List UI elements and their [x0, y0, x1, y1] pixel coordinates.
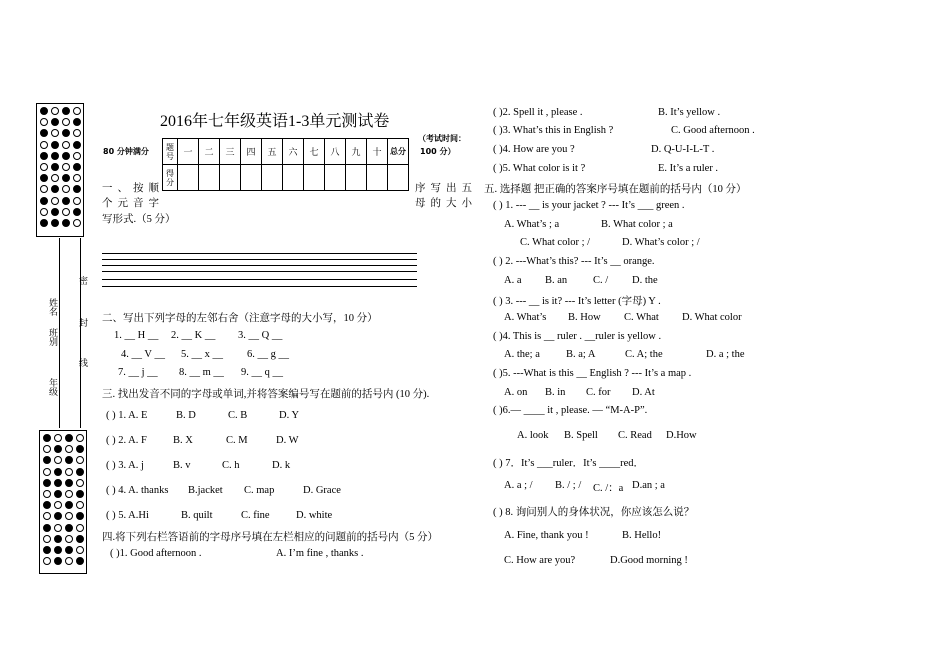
- score-col-2: 二: [199, 139, 220, 165]
- score-cell[interactable]: [241, 165, 262, 191]
- s2-item-9: 9. __ q __: [241, 367, 283, 378]
- s4-a5: E. It’s a ruler .: [658, 163, 719, 174]
- seal-dot: [62, 174, 70, 182]
- score-header-label: 题号: [163, 139, 178, 165]
- s5-q5: ( )5. ---What is this __ English ? --- It’s a map .: [493, 368, 692, 379]
- seal-dot: [76, 456, 84, 464]
- s3-q4-c: C. map: [244, 485, 275, 496]
- s4-a1: A. I’m fine , thanks .: [276, 548, 364, 559]
- s2-item-3: 3. __ Q __: [238, 330, 283, 341]
- seal-strip-bottom: [39, 430, 87, 574]
- seal-dot: [76, 445, 84, 453]
- s5-q8-c: C. How are you?: [504, 555, 576, 566]
- writing-line[interactable]: [102, 279, 417, 280]
- seal-dot: [65, 501, 73, 509]
- s3-q5-a: ( ) 5. A.Hi: [106, 510, 149, 521]
- score-table-value-row: [163, 165, 409, 191]
- s4-q2: ( )2. Spell it , please .: [493, 107, 583, 118]
- s5-q8-b: B. Hello!: [622, 530, 662, 541]
- section1-text-right-2: 母的大小: [415, 198, 477, 209]
- section1-text-left-1: 一、按顺: [102, 183, 164, 194]
- seal-dot: [51, 208, 59, 216]
- s5-q7-b: B. / ; /: [555, 480, 582, 491]
- s5-q8: ( ) 8. 询问别人的身体状况，你应该怎么说？: [493, 507, 695, 518]
- s5-q4-a: A. the; a: [504, 349, 540, 360]
- seal-dot: [51, 141, 59, 149]
- s5-q6-c: C. Read: [618, 430, 652, 441]
- seal-dot: [43, 456, 51, 464]
- score-cell[interactable]: [199, 165, 220, 191]
- writing-line[interactable]: [102, 253, 417, 254]
- seal-dot: [76, 501, 84, 509]
- score-cell[interactable]: [388, 165, 409, 191]
- seal-dot: [51, 185, 59, 193]
- writing-line[interactable]: [102, 286, 417, 287]
- seal-dot: [73, 219, 81, 227]
- s4-a2: B. It’s yellow .: [658, 107, 721, 118]
- s5-q1: ( ) 1. --- __ is your jacket ? --- It’s ___ green .: [493, 200, 685, 211]
- seal-dot: [65, 445, 73, 453]
- score-col-6: 六: [283, 139, 304, 165]
- seal-dot: [65, 546, 73, 554]
- binding-line-2: [80, 238, 81, 428]
- seal-dot: [43, 557, 51, 565]
- s3-q1-a: ( ) 1. A. E: [106, 410, 148, 421]
- s2-item-4: 4. __ V __: [121, 349, 165, 360]
- s4-q3: ( )3. What’s this in English ?: [493, 125, 614, 136]
- s5-q5-b: B. in: [545, 387, 566, 398]
- s5-q7: ( ) 7．It’s ___ruler．It’s ____red．: [493, 458, 645, 469]
- seal-dot: [62, 118, 70, 126]
- s4-a4: D. Q-U-I-L-T .: [651, 144, 715, 155]
- s3-q5-b: B. quilt: [181, 510, 213, 521]
- seal-dot: [62, 152, 70, 160]
- seal-dot: [40, 107, 48, 115]
- seal-dot: [76, 535, 84, 543]
- seal-dot: [65, 479, 73, 487]
- seal-dot: [76, 434, 84, 442]
- seal-dot: [40, 141, 48, 149]
- score-cell[interactable]: [367, 165, 388, 191]
- s3-q5-c: C. fine: [241, 510, 270, 521]
- writing-line[interactable]: [102, 259, 417, 260]
- binding-mi-label: 密: [77, 276, 87, 285]
- s5-q3: ( ) 3. --- __ is it? --- It’s letter (字母) Y .: [493, 296, 661, 307]
- s3-q2-d: D. W: [276, 435, 299, 446]
- s4-a3: C. Good afternoon .: [671, 125, 755, 136]
- seal-dot: [43, 512, 51, 520]
- seal-dot: [62, 107, 70, 115]
- seal-dot: [54, 535, 62, 543]
- seal-dot: [51, 197, 59, 205]
- seal-dot: [40, 152, 48, 160]
- seal-dot: [65, 524, 73, 532]
- seal-dot: [54, 557, 62, 565]
- score-cell[interactable]: [283, 165, 304, 191]
- s2-item-5: 5. __ x __: [181, 349, 223, 360]
- seal-dot: [54, 445, 62, 453]
- seal-dot: [73, 107, 81, 115]
- binding-grade-label: 年级: [47, 378, 57, 396]
- binding-xian-label: 线: [77, 358, 87, 367]
- seal-dot: [54, 434, 62, 442]
- score-cell[interactable]: [220, 165, 241, 191]
- score-row-label: 得分: [163, 165, 178, 191]
- seal-dot: [76, 557, 84, 565]
- s3-q3-a: ( ) 3. A. j: [106, 460, 144, 471]
- seal-dot: [76, 479, 84, 487]
- seal-dot: [65, 434, 73, 442]
- s5-q5-a: A. on: [504, 387, 528, 398]
- s5-q2: ( ) 2. ---What’s this? --- It’s __ orange.: [493, 256, 655, 267]
- s5-q4-b: B. a; A: [566, 349, 596, 360]
- s2-item-1: 1. __ H __: [114, 330, 159, 341]
- seal-dot: [54, 490, 62, 498]
- score-col-1: 一: [178, 139, 199, 165]
- seal-dot: [43, 546, 51, 554]
- s3-q4-d: D. Grace: [303, 485, 341, 496]
- seal-dot: [62, 197, 70, 205]
- s5-q6-b: B. Spell: [564, 430, 598, 441]
- binding-feng-label: 封: [77, 318, 87, 327]
- s5-q8-a: A. Fine, thank you !: [504, 530, 589, 541]
- score-col-8: 八: [325, 139, 346, 165]
- score-col-total: 总分: [388, 139, 409, 165]
- s3-q2-b: B. X: [173, 435, 193, 446]
- seal-dot: [73, 174, 81, 182]
- s5-q3-d: D. What color: [682, 312, 742, 323]
- seal-dot: [54, 524, 62, 532]
- s2-item-6: 6. __ g __: [247, 349, 289, 360]
- seal-dot: [73, 129, 81, 137]
- seal-dot: [65, 468, 73, 476]
- score-col-4: 四: [241, 139, 262, 165]
- seal-dot: [43, 524, 51, 532]
- exam-duration: 80 分钟满分: [103, 147, 149, 156]
- seal-dot: [73, 185, 81, 193]
- score-cell[interactable]: [262, 165, 283, 191]
- s2-item-7: 7. __ j __: [118, 367, 158, 378]
- s3-q2-c: C. M: [226, 435, 248, 446]
- exam-time-label: （考试时间：: [418, 134, 466, 143]
- writing-line[interactable]: [102, 271, 417, 272]
- s3-q4-b: B.jacket: [188, 485, 223, 496]
- section2-heading: 二、写出下列字母的左邻右舍（注意字母的大小写，10 分）: [102, 313, 378, 324]
- seal-dot: [40, 129, 48, 137]
- score-col-7: 七: [304, 139, 325, 165]
- seal-dot: [76, 524, 84, 532]
- seal-dot: [73, 118, 81, 126]
- score-col-5: 五: [262, 139, 283, 165]
- s3-q3-b: B. v: [173, 460, 191, 471]
- s5-q2-c: C. /: [593, 275, 609, 286]
- score-cell[interactable]: [178, 165, 199, 191]
- s5-q6-d: D.How: [666, 430, 697, 441]
- s5-q7-a: A. a ; /: [504, 480, 533, 491]
- s3-q4-a: ( ) 4. A. thanks: [106, 485, 169, 496]
- page-title: 2016年七年级英语1-3单元测试卷: [160, 113, 390, 130]
- section5-heading: 五. 选择题 把正确的答案序号填在题前的括号内（10 分）: [484, 184, 747, 195]
- seal-dot: [51, 107, 59, 115]
- score-cell[interactable]: [325, 165, 346, 191]
- s2-item-8: 8. __ m __: [179, 367, 224, 378]
- seal-dot: [43, 445, 51, 453]
- seal-dot: [40, 219, 48, 227]
- seal-dot: [51, 118, 59, 126]
- s5-q8-d: D.Good morning !: [610, 555, 688, 566]
- section3-heading: 三. 找出发音不同的字母或单词,并将答案编号写在题前的括号内 (10 分).: [102, 389, 430, 400]
- seal-dot: [54, 468, 62, 476]
- seal-dot: [54, 512, 62, 520]
- s5-q7-d: D.an ; a: [632, 480, 665, 491]
- seal-dot: [51, 219, 59, 227]
- seal-dot: [40, 197, 48, 205]
- s5-q3-c: C. What: [624, 312, 659, 323]
- seal-dot: [43, 501, 51, 509]
- score-col-9: 九: [346, 139, 367, 165]
- section1-text-right-1: 序写出五: [415, 183, 477, 194]
- seal-dot: [73, 141, 81, 149]
- seal-dot: [54, 501, 62, 509]
- seal-dot: [40, 208, 48, 216]
- s5-q6-a: A. look: [517, 430, 549, 441]
- s5-q2-d: D. the: [632, 275, 658, 286]
- s5-q5-c: C. for: [586, 387, 611, 398]
- s5-q6: ( )6.— ____ it , please. — “M-A-P”.: [493, 405, 648, 416]
- seal-dot: [65, 512, 73, 520]
- s4-q5: ( )5. What color is it ?: [493, 163, 586, 174]
- s5-q1-c: C. What color ; /: [520, 237, 591, 248]
- seal-dot: [65, 490, 73, 498]
- s5-q4-c: C. A; the: [625, 349, 663, 360]
- s5-q5-d: D. At: [632, 387, 655, 398]
- section1-text-left-2: 个元音字: [102, 198, 164, 209]
- s3-q1-c: C. B: [228, 410, 248, 421]
- seal-dot: [62, 129, 70, 137]
- seal-dot: [40, 174, 48, 182]
- score-cell[interactable]: [304, 165, 325, 191]
- seal-dot: [54, 456, 62, 464]
- seal-strip-top: [36, 103, 84, 237]
- seal-dot: [51, 174, 59, 182]
- seal-dot: [51, 163, 59, 171]
- score-cell[interactable]: [346, 165, 367, 191]
- s5-q3-b: B. How: [568, 312, 601, 323]
- s3-q1-b: B. D: [176, 410, 196, 421]
- binding-class-label: 班别: [47, 328, 57, 346]
- seal-dot: [43, 490, 51, 498]
- seal-dot: [62, 141, 70, 149]
- s5-q1-a: A. What’s ; a: [504, 219, 560, 230]
- s5-q3-a: A. What’s: [504, 312, 547, 323]
- section4-heading: 四.将下列右栏答语前的字母序号填在左栏相应的问题前的括号内（5 分）: [102, 532, 438, 543]
- score-col-3: 三: [220, 139, 241, 165]
- seal-dot: [73, 152, 81, 160]
- score-table-header-row: [163, 139, 409, 165]
- s4-q1: ( )1. Good afternoon .: [110, 548, 202, 559]
- s2-item-2: 2. __ K __: [171, 330, 216, 341]
- writing-line[interactable]: [102, 265, 417, 266]
- s5-q4: ( )4. This is __ ruler . __ruler is yellow .: [493, 331, 662, 342]
- seal-dot: [40, 163, 48, 171]
- seal-dot: [76, 490, 84, 498]
- s3-q5-d: D. white: [296, 510, 333, 521]
- seal-dot: [73, 208, 81, 216]
- seal-dot: [73, 197, 81, 205]
- exam-score-label: 100 分）: [420, 147, 456, 156]
- binding-line-1: [59, 238, 60, 428]
- seal-dot: [65, 557, 73, 565]
- s5-q7-c: C. /：a: [593, 483, 624, 494]
- seal-dot: [43, 468, 51, 476]
- seal-dot: [73, 163, 81, 171]
- seal-dot: [62, 163, 70, 171]
- section1-text-3: 写形式.（5 分）: [102, 214, 176, 225]
- seal-dot: [76, 468, 84, 476]
- score-table: [162, 138, 409, 191]
- s5-q1-d: D. What’s color ; /: [622, 237, 700, 248]
- seal-dot: [54, 479, 62, 487]
- seal-dot: [76, 512, 84, 520]
- s5-q2-b: B. an: [545, 275, 568, 286]
- seal-dot: [40, 185, 48, 193]
- s3-q1-d: D. Y: [279, 410, 300, 421]
- s4-q4: ( )4. How are you ?: [493, 144, 575, 155]
- seal-dot: [54, 546, 62, 554]
- s5-q1-b: B. What color ; a: [601, 219, 673, 230]
- seal-dot: [62, 185, 70, 193]
- seal-dot: [43, 479, 51, 487]
- score-col-10: 十: [367, 139, 388, 165]
- seal-dot: [76, 546, 84, 554]
- seal-dot: [43, 434, 51, 442]
- seal-dot: [40, 118, 48, 126]
- s3-q2-a: ( ) 2. A. F: [106, 435, 147, 446]
- seal-dot: [43, 535, 51, 543]
- seal-dot: [62, 219, 70, 227]
- seal-dot: [62, 208, 70, 216]
- seal-dot: [65, 535, 73, 543]
- s5-q2-a: A. a: [504, 275, 522, 286]
- s3-q3-d: D. k: [272, 460, 291, 471]
- seal-dot: [51, 129, 59, 137]
- s3-q3-c: C. h: [222, 460, 240, 471]
- s5-q4-d: D. a ; the: [706, 349, 745, 360]
- seal-dot: [65, 456, 73, 464]
- binding-name-label: 姓名: [47, 298, 57, 316]
- seal-dot: [51, 152, 59, 160]
